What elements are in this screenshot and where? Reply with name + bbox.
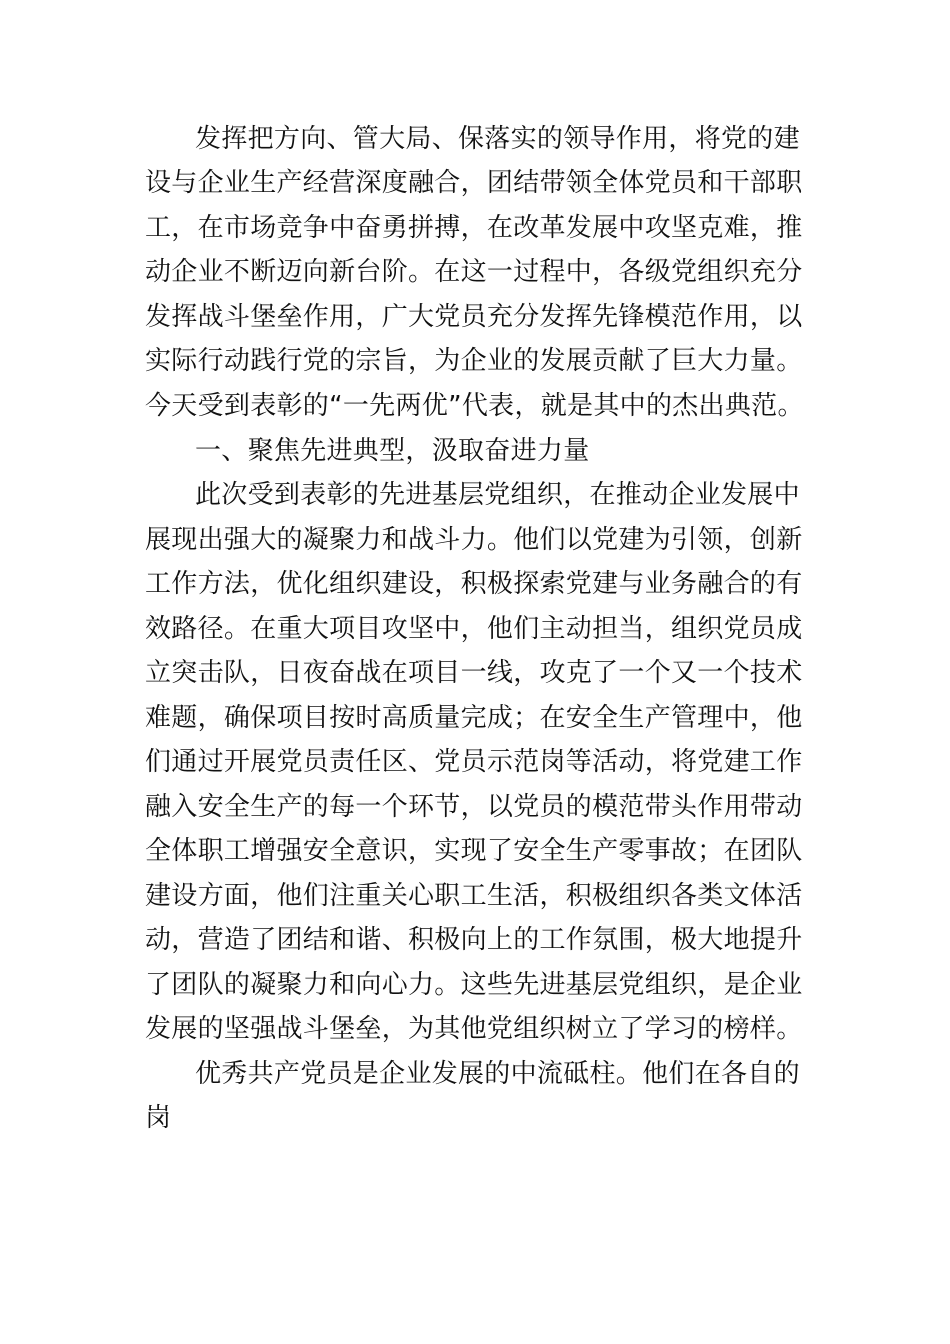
paragraph-2-line-2: 展现出强大的凝聚力和战斗力。他们以党建为引领，创新 xyxy=(145,525,803,555)
paragraph-1-line-7: 今天受到表彰的“一先两优”代表，就是其中的杰出典范。 xyxy=(145,391,804,421)
paragraph-1-line-6: 实际行动践行党的宗旨，为企业的发展贡献了巨大力量。 xyxy=(145,346,803,376)
paragraph-2-line-4: 效路径。在重大项目攻坚中，他们主动担当，组织党员成 xyxy=(145,614,803,644)
paragraph-2-line-8: 融入安全生产的每一个环节，以党员的模范带头作用带动 xyxy=(145,792,803,822)
paragraph-2-line-9: 全体职工增强安全意识，实现了安全生产零事故；在团队 xyxy=(145,836,803,866)
paragraph-2-line-13: 发展的坚强战斗堡垒，为其他党组织树立了学习的榜样。 xyxy=(145,1014,803,1044)
paragraph-1-line-4: 动企业不断迈向新台阶。在这一过程中，各级党组织充分 xyxy=(145,257,803,287)
paragraph-2-line-5: 立突击队，日夜奋战在项目一线，攻克了一个又一个技术 xyxy=(145,658,803,688)
paragraph-1-line-2: 设与企业生产经营深度融合，团结带领全体党员和干部职 xyxy=(145,168,803,198)
paragraph-1-line-3: 工，在市场竞争中奋勇拼搏，在改革发展中攻坚克难，推 xyxy=(145,213,803,243)
paragraph-1-line-5: 发挥战斗堡垒作用，广大党员充分发挥先锋模范作用，以 xyxy=(145,302,803,332)
paragraph-2-line-7: 们通过开展党员责任区、党员示范岗等活动，将党建工作 xyxy=(145,747,803,777)
paragraph-2-line-11: 动，营造了团结和谐、积极向上的工作氛围，极大地提升 xyxy=(145,925,803,955)
paragraph-2-line-3: 工作方法，优化组织建设，积极探索党建与业务融合的有 xyxy=(145,569,803,599)
paragraph-2-line-6: 难题，确保项目按时高质量完成；在安全生产管理中，他 xyxy=(145,703,803,733)
section-heading: 一、聚焦先进典型，汲取奋进力量 xyxy=(195,436,590,466)
paragraph-2-line-12: 了团队的凝聚力和向心力。这些先进基层党组织，是企业 xyxy=(145,970,803,1000)
paragraph-2-line-10: 建设方面，他们注重关心职工生活，积极组织各类文体活 xyxy=(145,881,803,911)
paragraph-1-line-1: 发挥把方向、管大局、保落实的领导作用，将党的建 xyxy=(195,124,800,154)
paragraph-3-line-2: 岗 xyxy=(145,1103,172,1133)
paragraph-2-line-1: 此次受到表彰的先进基层党组织，在推动企业发展中 xyxy=(195,480,800,510)
paragraph-3-line-1: 优秀共产党员是企业发展的中流砥柱。他们在各自的 xyxy=(195,1059,800,1089)
